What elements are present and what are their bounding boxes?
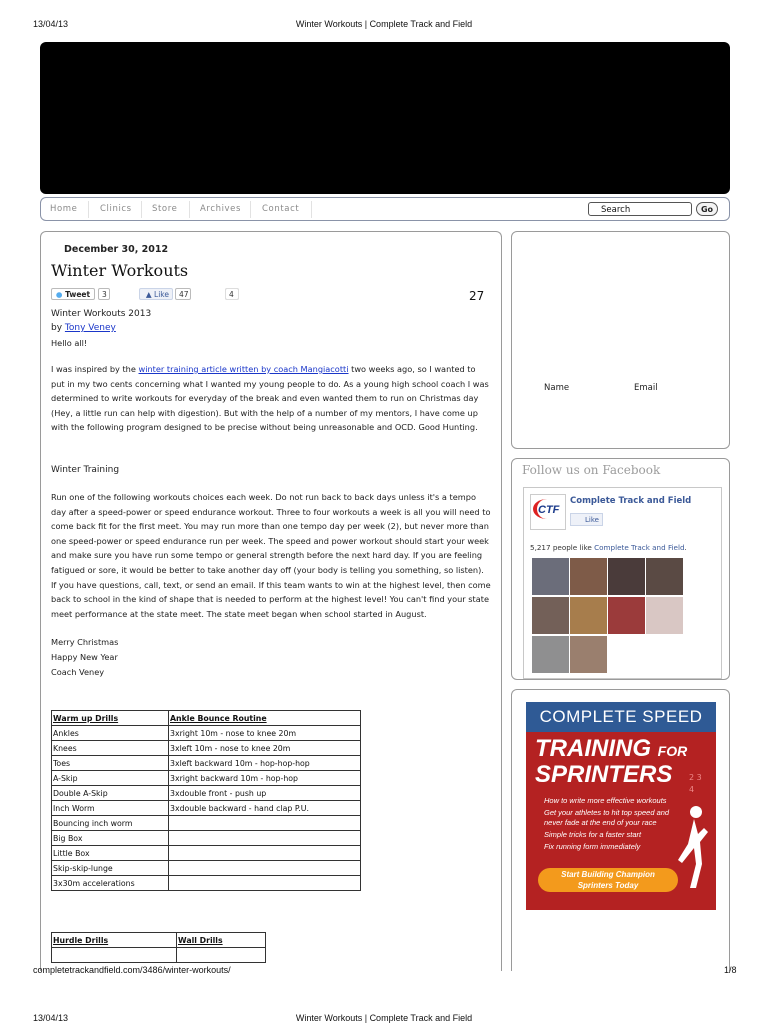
signoff-line: Merry Christmas: [51, 637, 119, 647]
table-cell: Knees: [52, 741, 169, 756]
post-subtitle: Winter Workouts 2013: [51, 309, 152, 319]
top-nav: [40, 197, 730, 221]
table-row: [52, 786, 361, 801]
table-row: [52, 816, 361, 831]
tweet-count: 3: [98, 288, 110, 300]
speed-training-ad[interactable]: [526, 702, 716, 910]
ad-for-word: FOR: [657, 743, 688, 759]
nav-clinics[interactable]: Clinics: [100, 204, 132, 214]
nav-archives[interactable]: Archives: [200, 204, 242, 214]
subscribe-widget: [511, 231, 730, 449]
table-row: [52, 726, 361, 741]
post-byline: [51, 321, 116, 336]
hurdle-wall-table: [51, 932, 266, 963]
like-label: Like: [585, 516, 599, 524]
post-title: Winter Workouts: [51, 261, 189, 280]
facebook-widget: [511, 458, 730, 680]
table-cell: Bouncing inch worm: [52, 816, 169, 831]
print-title-footer: Winter Workouts | Complete Track and Field: [295, 1013, 473, 1023]
table-cell: Ankles: [52, 726, 169, 741]
fan-avatar[interactable]: [570, 558, 607, 595]
ad-bullet: Fix running form immediately: [544, 842, 641, 851]
tweet-button[interactable]: [51, 288, 95, 300]
print-date: 13/04/13: [33, 19, 69, 29]
section-heading: Winter Training: [51, 465, 120, 475]
table-cell: [169, 831, 361, 846]
print-date-footer: 13/04/13: [33, 1013, 69, 1023]
table-cell: 3xright 10m - nose to knee 20m: [169, 726, 361, 741]
table-header-row: [52, 933, 266, 948]
facebook-heading: Follow us on Facebook: [522, 463, 661, 477]
table-row: [52, 876, 361, 891]
ad-bullet: How to write more effective workouts: [544, 796, 667, 805]
nav-separator: [141, 201, 142, 218]
share-total: 27: [469, 289, 485, 303]
nav-contact[interactable]: Contact: [262, 204, 300, 214]
table-cell: [169, 861, 361, 876]
post-date: December 30, 2012: [64, 244, 169, 255]
table-row: [52, 741, 361, 756]
table-cell: 3xdouble backward - hand clap P.U.: [169, 801, 361, 816]
table-cell: [169, 846, 361, 861]
table-cell: Skip-skip-lunge: [52, 861, 169, 876]
print-title: Winter Workouts | Complete Track and Field: [295, 19, 473, 29]
table-row: [52, 861, 361, 876]
table-header-row: [52, 711, 361, 726]
email-label: Email: [634, 383, 658, 393]
search-input[interactable]: Search: [588, 202, 692, 216]
go-button[interactable]: Go: [696, 202, 718, 216]
table-cell: Little Box: [52, 846, 169, 861]
nav-separator: [250, 201, 251, 218]
facebook-likebox: [523, 487, 722, 679]
post-container: [40, 231, 502, 971]
table-row: [52, 756, 361, 771]
fan-avatar[interactable]: [570, 636, 607, 673]
facebook-page-name[interactable]: Complete Track and Field: [570, 496, 692, 506]
ad-bullet: Simple tricks for a faster start: [544, 830, 642, 839]
fan-avatar[interactable]: [532, 597, 569, 634]
fan-avatar[interactable]: [608, 558, 645, 595]
table-cell: [169, 816, 361, 831]
thumbs-up-icon: ▲: [145, 290, 152, 299]
nav-store[interactable]: Store: [152, 204, 178, 214]
ad-cta-button[interactable]: [538, 868, 678, 892]
fan-avatar[interactable]: [570, 597, 607, 634]
like-count: 47: [175, 288, 191, 300]
mangiacotti-article-link[interactable]: winter training article written by coach Mangiacotti: [138, 364, 349, 374]
table-cell: 3xdouble front - push up: [169, 786, 361, 801]
ad-bullet: Get your athletes to hit top speed and: [544, 808, 670, 817]
ad-top-banner: COMPLETE SPEED: [526, 702, 716, 732]
table-header: Ankle Bounce Routine: [169, 711, 361, 726]
by-prefix: by: [51, 323, 65, 333]
print-url: completetrackandfield.com/3486/winter-workouts/: [33, 965, 231, 975]
nav-separator: [189, 201, 190, 218]
logo-text: CTF: [538, 504, 560, 516]
table-row: [52, 771, 361, 786]
author-link[interactable]: Tony Veney: [64, 323, 116, 333]
table-cell: [177, 948, 266, 963]
facebook-like-count: [530, 543, 687, 552]
tweet-label: Tweet: [65, 290, 91, 299]
ad-training-word: TRAINING: [535, 735, 651, 762]
table-row: [52, 831, 361, 846]
fan-avatar[interactable]: [646, 558, 683, 595]
table-cell: 3x30m accelerations: [52, 876, 169, 891]
signoff-line: Coach Veney: [51, 667, 105, 677]
table-header: Hurdle Drills: [52, 933, 177, 948]
twitter-bird-icon: ●: [55, 290, 63, 299]
like-count-end: .: [684, 543, 687, 552]
table-cell: Big Box: [52, 831, 169, 846]
print-page-number: 1/8: [724, 965, 737, 975]
table-cell: A-Skip: [52, 771, 169, 786]
table-row: [52, 846, 361, 861]
fan-avatar[interactable]: [532, 636, 569, 673]
intro-text-start: I was inspired by the: [51, 364, 139, 374]
table-cell: [52, 948, 177, 963]
name-label: Name: [544, 383, 570, 393]
table-cell: 3xleft 10m - nose to knee 20m: [169, 741, 361, 756]
like-count-text: 5,217 people like: [530, 543, 595, 552]
table-row: [52, 801, 361, 816]
plus-one-count: 4: [225, 288, 239, 300]
table-cell: Inch Worm: [52, 801, 169, 816]
fan-avatar[interactable]: [532, 558, 569, 595]
intro-text-end: two weeks ago, so I wanted to put in my two cents concerning what I wanted my young people to do. As a young high school coach I was determined to write workouts for everyday of the break and even wanted them to run on Christmas day (Hey, a little run can help with digestion). But with the help of a number of my mentors, I have come up with the following program designed to be precise without being unreasonable and OCD. Good Hunting.: [51, 364, 489, 433]
sprinter-silhouette-icon: [674, 802, 714, 892]
signoff-line: Happy New Year: [51, 652, 118, 662]
fan-avatar[interactable]: [646, 597, 683, 634]
ad-bullet: never fade at the end of your race: [544, 818, 657, 827]
ad-side-number: 2 3 4: [689, 773, 702, 794]
table-cell: 3xleft backward 10m - hop-hop-hop: [169, 756, 361, 771]
post-greeting: Hello all!: [51, 338, 88, 348]
ad-headline-sprinters: SPRINTERS: [535, 761, 673, 788]
table-cell: Double A-Skip: [52, 786, 169, 801]
facebook-like-button[interactable]: [139, 288, 173, 300]
fan-avatar[interactable]: [608, 597, 645, 634]
table-header: Warm up Drills: [52, 711, 169, 726]
intro-paragraph: [51, 362, 491, 435]
table-cell: Toes: [52, 756, 169, 771]
site-banner: [40, 42, 730, 194]
table-header: Wall Drills: [177, 933, 266, 948]
nav-separator: [88, 201, 89, 218]
ad-cta-line: Start Building Champion: [561, 870, 655, 879]
ad-widget: [511, 689, 730, 971]
ad-headline-training: [535, 735, 687, 763]
like-count-link[interactable]: Complete Track and Field: [594, 543, 685, 552]
nav-separator: [311, 201, 312, 218]
ctf-logo: [530, 494, 566, 530]
table-cell: [169, 876, 361, 891]
warmup-table: [51, 710, 361, 891]
nav-home[interactable]: Home: [50, 204, 78, 214]
table-row: [52, 948, 266, 963]
training-paragraph: Run one of the following workouts choices each week. Do not run back to back days unless it's a tempo day after a speed-power or speed endurance workout. Three to four workouts a week is all you will need to come back fit for the first meet. You may run more than one tempo day per week (2), but never more than one speed-power or speed endurance run per week. The speed and power workout should start your week and make sure you have run some tempo or general strength before the next hard day. If you are feeling fatigued or sore, it would be better to take another day off (your body is telling you something, so listen). If you have questions, call, text, or send an email. If this team wants to win at the highest level, then come back to school in the kind of shape that is needed to perform at the highest level! You can't find your state meet performance at the state meet. The state meet began when school started in August.: [51, 492, 491, 619]
ad-cta-line: Sprinters Today: [577, 881, 639, 890]
table-cell: 3xright backward 10m - hop-hop: [169, 771, 361, 786]
facebook-page-like-button[interactable]: [570, 513, 603, 526]
like-label: Like: [154, 290, 169, 299]
